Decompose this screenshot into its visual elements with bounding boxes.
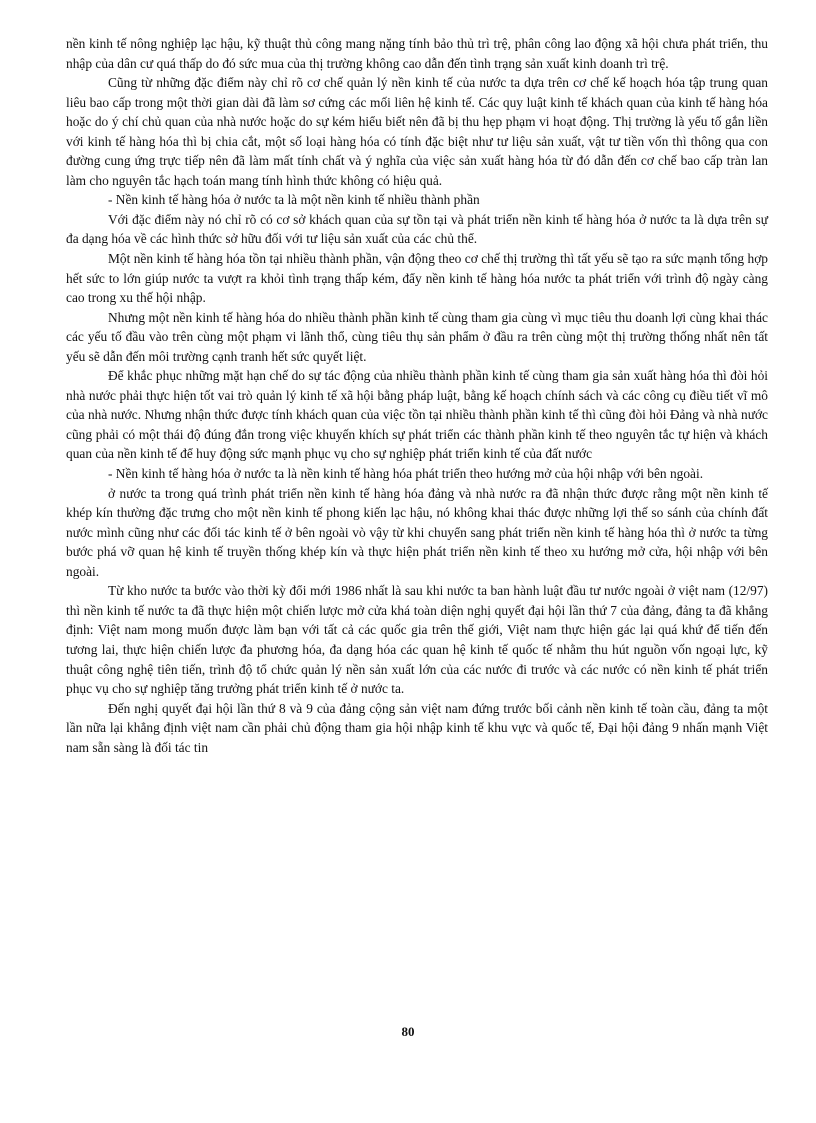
page-number: 80: [401, 1024, 415, 1039]
paragraph-8: - Nền kinh tế hàng hóa ở nước ta là nền kinh tế hàng hóa phát triển theo hướng mở của hội nhập với bên ngoài.: [108, 466, 704, 482]
paragraph-9: ở nước ta trong quá trình phát triển nền kinh tế hàng hóa đảng và nhà nước ra đã nhận thức được rằng một nền kinh tế khép kín thường đặc trưng cho một nền kinh tế phong kiến lạc hậu, nó không khai thác được những lợi thế so sánh của chính đất nước mình cũng như các đối tác kinh tế ở bên ngoài vò vậy từ khi chuyển sang phát triển nền kinh tế hàng hóa thì ở nước ta từng bước phá vỡ quan hệ kinh tế truyền thống khép kín và thực hiện phát triển nền kinh tế theo xu hướng mở cửa, hội nhập với bên ngoài.: [66, 485, 768, 579]
paragraph-6: Nhưng một nền kinh tế hàng hóa do nhiều thành phần kinh tế cùng tham gia cùng vì mục tiêu thu doanh lợi cùng khai thác các yếu tố đầu vào trên cùng một phạm vi lãnh thổ, cùng tiêu thụ sản phẩm ở đầu ra trên cùng một thị trường thống nhất nên tất yếu sẽ dẫn đến môi trường cạnh tranh hết sức quyết liệt.: [66, 309, 768, 364]
paragraph-5: Một nền kinh tế hàng hóa tồn tại nhiều thành phần, vận động theo cơ chế thị trường thì tất yếu sẽ tạo ra sức mạnh tổng hợp hết sức to lớn giúp nước ta vượt ra khỏi tình trạng thấp kém, đẩy nền kinh tế hàng hóa nước ta phát triển với trình độ ngày càng cao trong xu thế hội nhập.: [66, 251, 768, 306]
paragraph-1: nền kinh tế nông nghiệp lạc hậu, kỹ thuật thủ công mang nặng tính bảo thủ trì trệ, phân công lao động xã hội chưa phát triển, thu nhập của dân cư quá thấp do đó sức mua của thị trường không cao dẫn đến tình trạng sản xuất kinh doanh trì trệ.: [66, 36, 768, 71]
paragraph-10: Từ kho nước ta bước vào thời kỳ đổi mới 1986 nhất là sau khi nước ta ban hành luật đầu tư nước ngoài ở việt nam (12/97) thì nền kinh tế nước ta đã thực hiện một chiến lược mở cửa khá toàn diện nghị quyết đại hội lần thứ 7 của đảng, đảng ta đã khẳng định: Việt nam mong muốn được làm bạn với tất cả các quốc gia trên thế giới, Việt nam thực hiện gác lại quá khứ để tiến đến tương lai, thực hiện chiến lược đa phương hóa, đa dạng hóa các quan hệ kinh tế quốc tế nhằm thu hút nguồn vốn ngoại lực, kỹ thuật công nghệ tiên tiến, trình độ tổ chức quản lý nền sản xuất lớn của các nước đi trước và các nước có nền kinh tế phát triển phục vụ cho sự nghiệp tăng trưởng phát triển kinh tế ở nước ta.: [66, 583, 768, 697]
paragraph-4: Với đặc điểm này nó chỉ rõ có cơ sở khách quan của sự tồn tại và phát triển nền kinh tế hàng hóa ở nước ta là dựa trên sự đa dạng hóa về các hình thức sở hữu đối với tư liệu sản xuất của các chủ thể.: [66, 211, 768, 247]
paragraph-3: - Nền kinh tế hàng hóa ở nước ta là một nền kinh tế nhiều thành phần: [108, 192, 480, 208]
paragraph-11: Đến nghị quyết đại hội lần thứ 8 và 9 của đảng cộng sản việt nam đứng trước bối cảnh nền kinh tế toàn cầu, đảng ta một lần nữa lại khẳng định việt nam cần phải chủ động tham gia hội nhập kinh tế khu vực và quốc tế, Đại hội đảng 9 nhấn mạnh Việt nam sẵn sàng là đối tác tin: [66, 700, 768, 755]
document-body: [66, 34, 768, 757]
paragraph-2: Cũng từ những đặc điểm này chỉ rõ cơ chế quản lý nền kinh tế của nước ta dựa trên cơ chế kế hoạch hóa tập trung quan liêu bao cấp trong một thời gian dài đã làm sơ cứng các mối liên hệ kinh tế. Các quy luật kinh tế khách quan của kinh tế hàng hóa hoặc do ý chí chủ quan của nhà nước hoặc do sự kém hiểu biết nên đã bị thu hẹp phạm vi hoạt động. Thị trường là yếu tố gắn liền với kinh tế hàng hóa thì bị chia cắt, một số loại hàng hóa có tính đặc biệt như tư liệu sản xuất, vật tư tiền vốn thì thông qua con đường cung ứng trực tiếp nên đã làm mất tính chất và ý nghĩa của việc sản xuất hàng hóa từ đó dẫn đến cơ chế bao cấp tràn lan làm cho nguyên tắc hạch toán mang tính hình thức không có hiệu quả.: [66, 75, 768, 188]
paragraph-7: Để khắc phục những mặt hạn chế do sự tác động của nhiều thành phần kinh tế cùng tham gia sản xuất hàng hóa thì đòi hỏi nhà nước phải thực hiện tốt vai trò quản lý kinh tế xã hội bằng pháp luật, bằng kế hoạch chính sách và các công cụ điều tiết vĩ mô của nhà nước. Nhưng nhận thức được tính khách quan của việc tồn tại nhiều thành phần kinh tế thì cũng đòi hỏi Đảng và nhà nước cũng phải có một thái độ đúng đắn trong việc khuyến khích sự phát triển các thành phần kinh tế theo nguyên tắc tự hiện và khách quan của nền kinh tế để huy động sức mạnh phục vụ cho sự nghiệp phát triển kinh tế của đất nước: [66, 368, 768, 462]
